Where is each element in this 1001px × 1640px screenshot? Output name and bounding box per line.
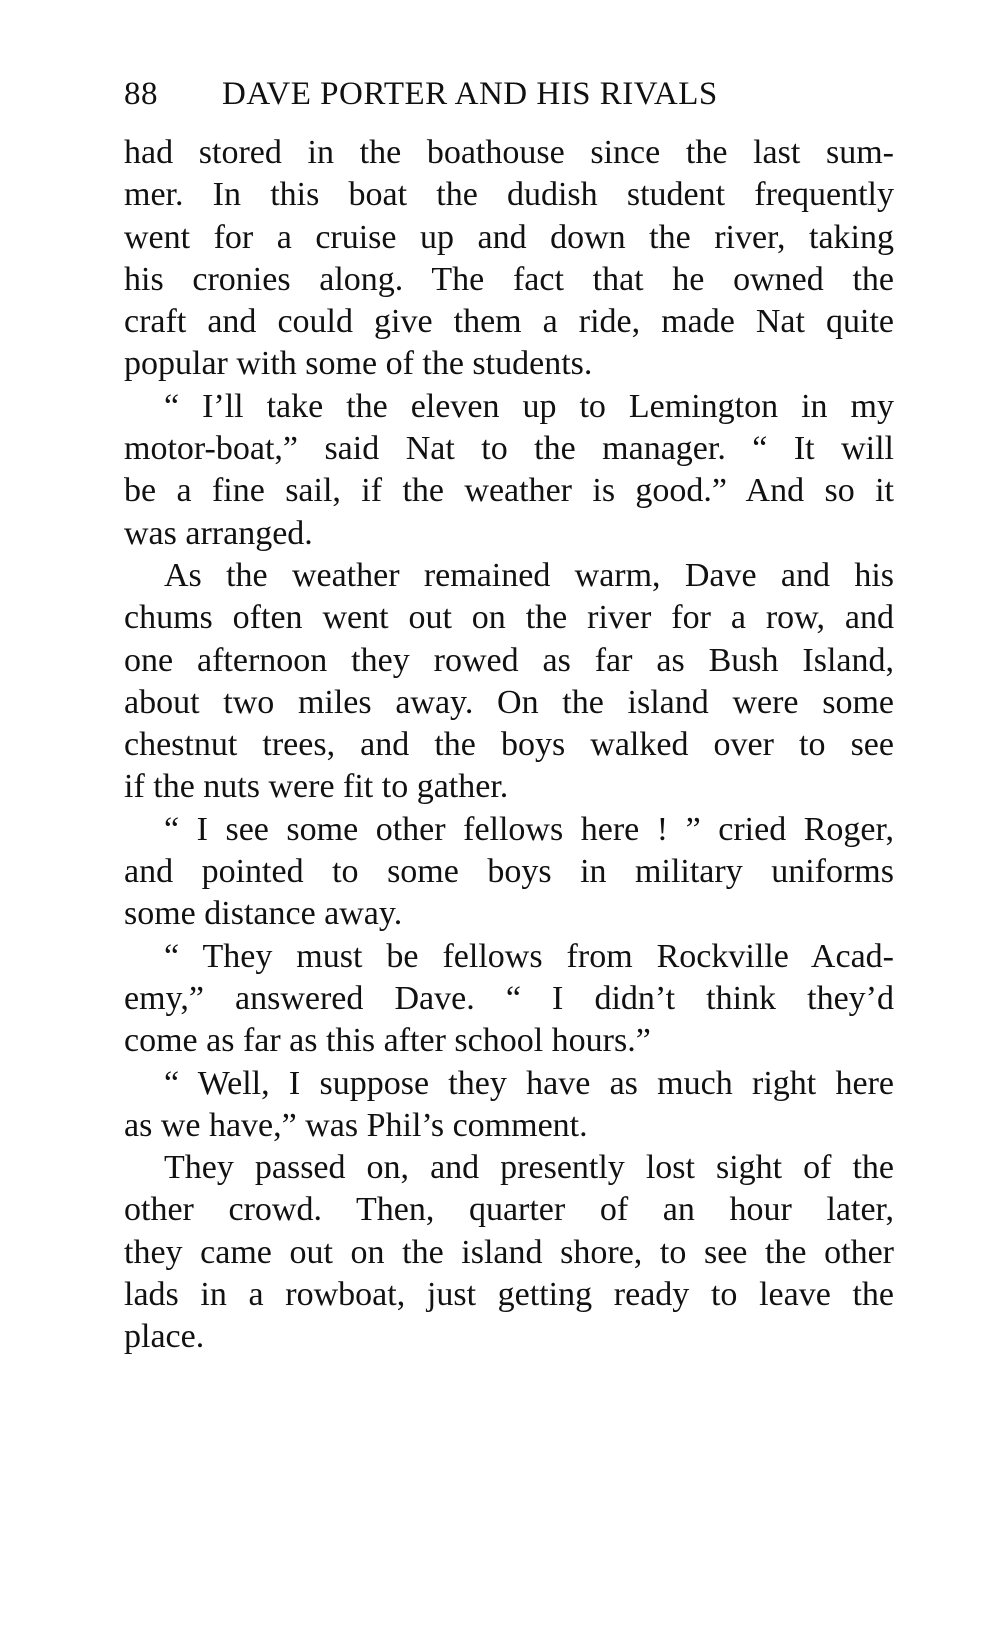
- paragraph: [124, 1063, 894, 1148]
- text-line: his cronies along. The fact that he owned the: [124, 260, 894, 298]
- text-line: popular with some of the students.: [124, 345, 593, 383]
- paragraph: [124, 809, 894, 936]
- text-line: “ I’ll take the eleven up to Lemington in my: [164, 387, 894, 425]
- running-title: DAVE PORTER AND HIS RIVALS: [222, 76, 718, 112]
- text-line: come as far as this after school hours.”: [124, 1022, 651, 1060]
- text-line: as we have,” was Phil’s comment.: [124, 1106, 588, 1144]
- text-line: chestnut trees, and the boys walked over to see: [124, 726, 894, 764]
- text-line: be a fine sail, if the weather is good.” And so it: [124, 472, 894, 510]
- text-line: As the weather remained warm, Dave and his: [164, 556, 894, 594]
- text-line: motor-boat,” said Nat to the manager. “ It will: [124, 430, 894, 468]
- text-line: They passed on, and presently lost sight of the: [164, 1149, 894, 1187]
- text-line: they came out on the island shore, to see the other: [124, 1233, 894, 1271]
- running-head: [124, 74, 894, 114]
- text-line: some distance away.: [124, 895, 403, 933]
- text-line: “ I see some other fellows here ! ” cried Roger,: [164, 810, 894, 848]
- text-line: lads in a rowboat, just getting ready to leave the: [124, 1276, 894, 1314]
- text-line: emy,” answered Dave. “ I didn’t think they’d: [124, 979, 894, 1017]
- text-line: went for a cruise up and down the river, taking: [124, 218, 894, 256]
- text-line: “ Well, I suppose they have as much right here: [164, 1064, 894, 1102]
- text-line: if the nuts were fit to gather.: [124, 768, 509, 806]
- text-line: other crowd. Then, quarter of an hour later,: [124, 1191, 894, 1229]
- paragraph: [124, 132, 894, 386]
- text-line: chums often went out on the river for a row, and: [124, 599, 894, 637]
- text-line: and pointed to some boys in military uniforms: [124, 853, 894, 891]
- text-line: place.: [124, 1318, 205, 1356]
- paragraph: [124, 936, 894, 1063]
- paragraph: [124, 386, 894, 555]
- text-line: mer. In this boat the dudish student frequently: [124, 176, 894, 214]
- page-number: 88: [124, 76, 158, 112]
- body-text: [124, 132, 894, 1359]
- paragraph: [124, 1147, 894, 1358]
- paragraph: [124, 555, 894, 809]
- text-line: one afternoon they rowed as far as Bush Island,: [124, 641, 894, 679]
- text-line: “ They must be fellows from Rockville Acad-: [164, 937, 894, 975]
- text-line: about two miles away. On the island were some: [124, 683, 894, 721]
- text-line: had stored in the boathouse since the last sum-: [124, 134, 894, 171]
- text-line: craft and could give them a ride, made Nat quite: [124, 303, 894, 341]
- text-line: was arranged.: [124, 514, 313, 552]
